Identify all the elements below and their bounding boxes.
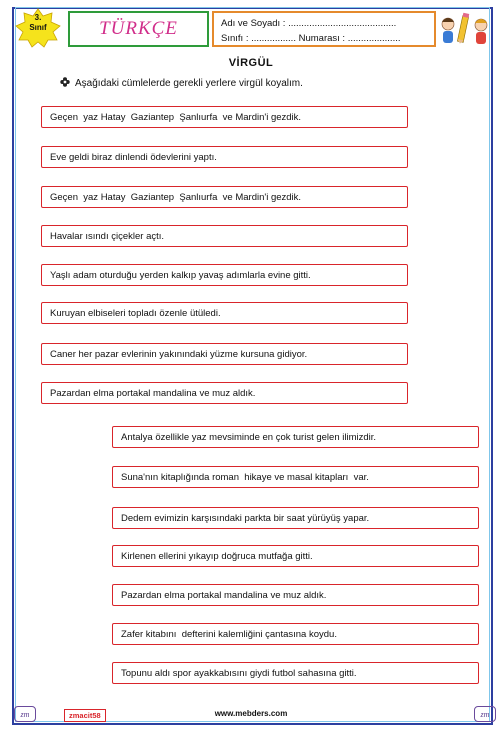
student-info-box [212,11,436,47]
grade-number: 3. [34,13,42,22]
sentence-row[interactable]: Suna'nın kitaplığında roman hikaye ve masal kitapları var. [112,466,479,488]
footer-logo-left: zm [14,706,36,722]
instruction-text: Aşağıdaki cümlelerde gerekli yerlere virgül koyalım. [75,78,303,89]
sentence-row[interactable]: Yaşlı adam oturduğu yerden kalkıp yavaş adımlarla evine gitti. [41,264,408,286]
sentence-row[interactable]: Antalya özellikle yaz mevsiminde en çok turist gelen ilimizdir. [112,426,479,448]
grade-unit: Sınıf [29,23,47,32]
instruction [60,77,303,90]
sentence-row[interactable]: Dedem evimizin karşısındaki parkta bir saat yürüyüş yapar. [112,507,479,529]
sentence-row[interactable]: Zafer kitabını defterini kalemliğini çantasına koydu. [112,623,479,645]
sentence-row[interactable]: Caner her pazar evlerinin yakınındaki yüzme kursuna gidiyor. [41,343,408,365]
sentence-row[interactable]: Eve geldi biraz dinlendi ödevlerini yaptı. [41,146,408,168]
footer-website-link[interactable]: www.mebders.com [214,709,288,718]
worksheet-title: VİRGÜL [228,57,274,69]
sentence-row[interactable]: Pazardan elma portakal mandalina ve muz aldık. [41,382,408,404]
subject-title: TÜRKÇE [99,18,178,39]
sentence-row[interactable]: Geçen yaz Hatay Gaziantep Şanlıurfa ve Mardin'i gezdik. [41,106,408,128]
sentence-row[interactable]: Topunu aldı spor ayakkabısını giydi futbol sahasına gitti. [112,662,479,684]
name-field: Adı ve Soyadı : ......................................... [221,18,397,29]
kids-with-pencil-illustration [438,10,493,50]
sentence-row[interactable]: Geçen yaz Hatay Gaziantep Şanlıurfa ve Mardin'i gezdik. [41,186,408,208]
footer-logo-right: zm [474,706,496,722]
sentence-row[interactable]: Kirlenen ellerini yıkayıp doğruca mutfağa gitti. [112,545,479,567]
class-number-field: Sınıfı : ................. Numarası : .................... [221,33,401,44]
footer-author-tag: zmacit58 [64,709,106,722]
subject-box [68,11,209,47]
sentence-row[interactable]: Havalar ısındı çiçekler açtı. [41,225,408,247]
grade-label [14,13,62,33]
flower-bullet-icon [60,77,70,90]
sentence-row[interactable]: Pazardan elma portakal mandalina ve muz aldık. [112,584,479,606]
sentence-row[interactable]: Kuruyan elbiseleri topladı özenle ütüledi. [41,302,408,324]
